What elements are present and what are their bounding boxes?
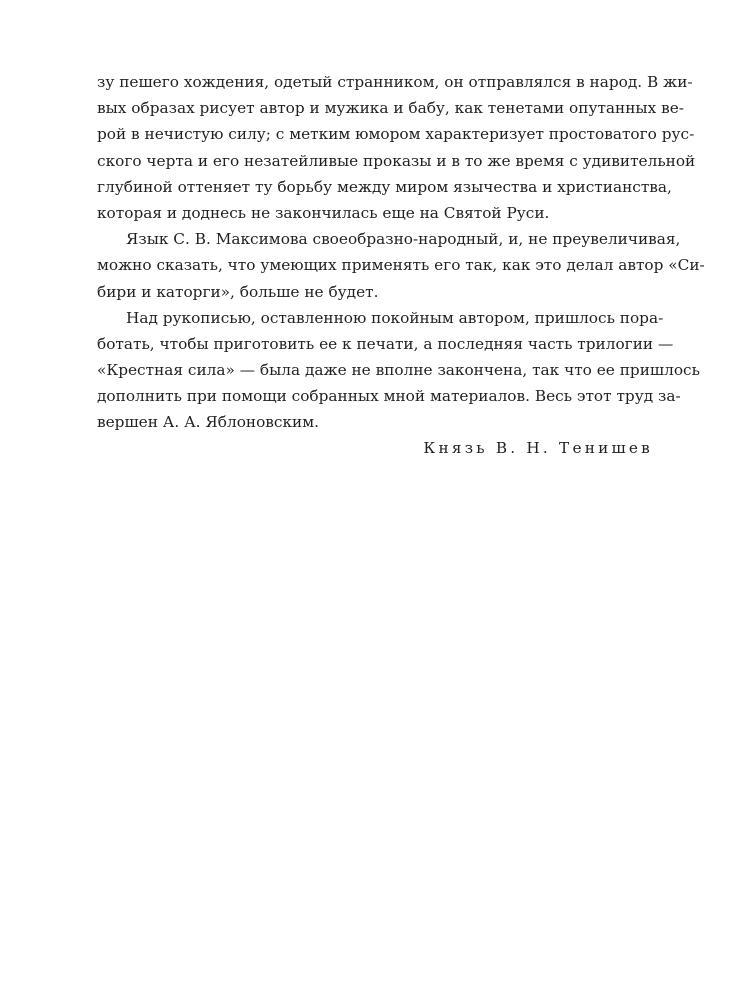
text-line: рой в нечистую силу; с метким юмором характеризует простоватого рус-	[97, 125, 695, 144]
text-line: вершен А. А. Яблоновским.	[97, 413, 319, 432]
author-signature: Князь В. Н. Тенишев	[423, 439, 653, 457]
text-line: дополнить при помощи собранных мной материалов. Весь этот труд за-	[97, 387, 681, 406]
text-line: ботать, чтобы приготовить ее к печати, а последняя часть трилогии —	[97, 334, 674, 353]
paragraph-3	[97, 305, 700, 436]
text-line: вых образах рисует автор и мужика и бабу, как тенетами опутанных ве-	[97, 99, 684, 118]
text-line: можно сказать, что умеющих применять его так, как это делал автор «Си-	[97, 256, 705, 275]
text-line: «Крестная сила» — была даже не вполне закончена, так что ее пришлось	[97, 361, 700, 380]
text-line: зу пешего хождения, одетый странником, он отправлялся в народ. В жи-	[97, 73, 693, 91]
text-line: глубиной оттеняет ту борьбу между миром язычества и христианства,	[97, 177, 672, 196]
text-line: бири и каторги», больше не будет.	[97, 282, 379, 301]
text-line: ского черта и его незатейливые проказы и в то же время с удивительной	[97, 151, 696, 170]
paragraph-1	[97, 69, 696, 226]
text-line: которая и доднесь не закончилась еще на Святой Руси.	[97, 203, 550, 222]
text-line: Язык С. В. Максимова своеобразно-народный, и, не преувеличивая,	[126, 230, 681, 249]
paragraph-2	[97, 226, 705, 305]
body-text	[97, 69, 705, 436]
text-line: Над рукописью, оставленною покойным автором, пришлось пора-	[126, 308, 664, 327]
